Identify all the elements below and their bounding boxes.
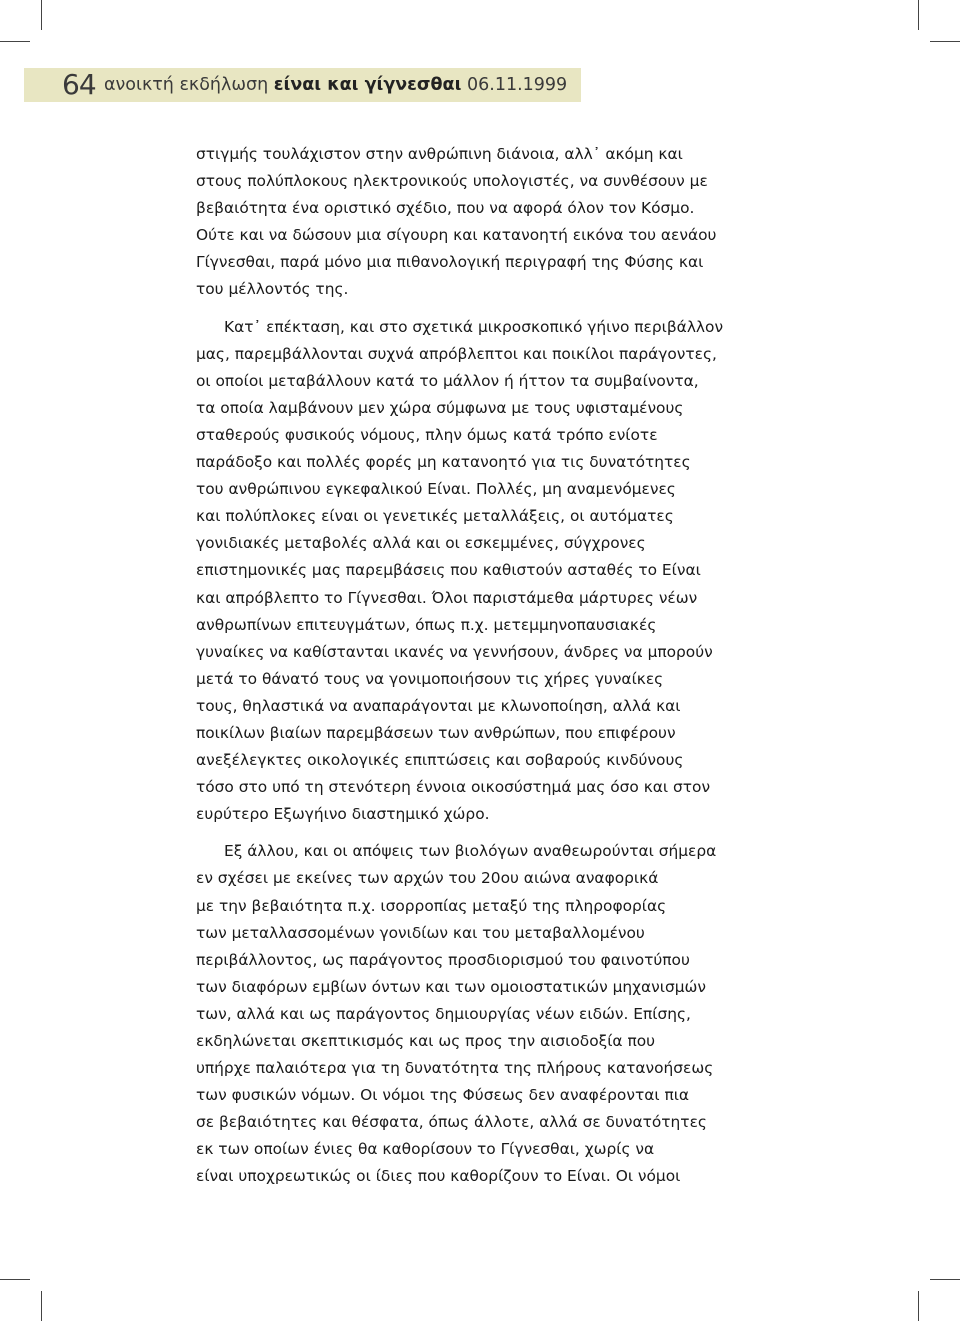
text-line: των μεταλλασσομένων γονιδίων και του μεταβαλλομένου [196,923,645,942]
text-line: του μέλλοντός της. [196,280,349,299]
text-line: τόσο στο υπό τη στενότερη έννοια οικοσύστημά μας όσο και στον [196,778,711,797]
text-line: εκδηλώνεται σκεπτικισμός και ως προς την αισιοδοξία που [196,1032,656,1050]
text-line: στους πολύπλοκους ηλεκτρονικούς υπολογιστές, να συνθέσουν με [196,172,708,191]
text-line: σταθερούς φυσικούς νόμους, πλην όμως κατά τρόπο ενίοτε [196,425,658,444]
text-line: γονιδιακές μεταβολές αλλά και οι εσκεμμένες, σύγχρονες [196,534,646,553]
text-line: των φυσικών νόμων. Οι νόμοι της Φύσεως δεν αναφέρονται πια [196,1086,690,1105]
text-line: τους, θηλαστικά να αναπαράγονται με κλωνοποίηση, αλλά και [196,696,681,715]
text-line: ανθρωπίνων επιτευγμάτων, όπως π.χ. μετεμμηνοπαυσιακές [196,615,657,634]
running-head-title: ανοικτή εκδήλωση [104,75,269,95]
text-line: με την βεβαιότητα π.χ. ισορροπίας μεταξύ της πληροφορίας [196,896,667,915]
page-number: 64 [62,68,96,101]
crop-mark-top-left-vertical [41,0,42,30]
text-line: ανεξέλεγκτες οικολογικές επιπτώσεις και σοβαρούς κινδύνους [196,751,684,770]
running-head-date: 06.11.1999 [466,75,568,95]
text-line: Κατ᾽ επέκταση, και στο σχετικά μικροσκοπικό γήινο περιβάλλον [224,317,724,336]
text-line: και πολύπλοκες είναι οι γενετικές μεταλλάξεις, οι αυτόματες [196,507,674,526]
text-line: παράδοξο και πολλές φορές μη κατανοητό για τις δυνατότητες [196,453,691,472]
paragraph-gap [196,304,796,314]
text-line: γυναίκες να καθίστανται ικανές να γεννήσουν, άνδρες να μπορούν [196,642,713,661]
paragraph-gap [196,828,796,838]
text-line: στιγμής τουλάχιστον στην ανθρώπινη διάνοια, αλλ᾽ ακόμη και [196,145,683,163]
text-line: ευρύτερο Εξωγήινο διαστημικό χώρο. [196,805,490,824]
paragraph [196,141,796,304]
text-line: του ανθρώπινου εγκεφαλικού Είναι. Πολλές, μη αναμενόμενες [196,480,676,499]
running-head-title-bold: είναι και γίγνεσθαι [273,75,462,95]
text-line: εκ των οποίων ένιες θα καθορίσουν το Γίγνεσθαι, χωρίς να [196,1140,655,1159]
paragraph [196,838,796,1190]
text-line: βεβαιότητα ένα οριστικό σχέδιο, που να αφορά όλον τον Κόσμο. [196,199,695,218]
crop-mark-bottom-right-horizontal [930,1279,960,1280]
text-line: ποικίλων βιαίων παρεμβάσεων των ανθρώπων, που επιφέρουν [196,723,676,742]
text-line: περιβάλλοντος, ως παράγοντος προσδιορισμού του φαινοτύπου [196,950,690,969]
running-head [104,68,567,102]
text-line: σε βεβαιότητες και θέσφατα, όπως άλλοτε, αλλά σε δυνατότητες [196,1113,707,1132]
text-line: Εξ άλλου, και οι απόψεις των βιολόγων αναθεωρούνται σήμερα [224,842,717,861]
crop-mark-top-right-horizontal [930,41,960,42]
paragraph [196,314,796,829]
text-line: Γίγνεσθαι, παρά μόνο μια πιθανολογική περιγραφή της Φύσης και [196,253,704,272]
text-line: επιστημονικές μας παρεμβάσεις που καθιστούν ασταθές το Είναι [196,561,701,580]
text-line: και απρόβλεπτο το Γίγνεσθαι. Όλοι παριστάμεθα μάρτυρες νέων [196,588,698,607]
text-line: μετά το θάνατό τους να γονιμοποιήσουν τις χήρες γυναίκες [196,669,664,688]
crop-mark-bottom-right-vertical [918,1291,919,1321]
text-line: Ούτε και να δώσουν μια σίγουρη και κατανοητή εικόνα του αενάου [196,226,717,245]
crop-mark-bottom-left-horizontal [0,1279,30,1280]
text-line: είναι υποχρεωτικώς οι ίδιες που καθορίζουν το Είναι. Οι νόμοι [196,1167,681,1186]
text-line: των, αλλά και ως παράγοντος δημιουργίας νέων ειδών. Επίσης, [196,1004,691,1023]
crop-mark-bottom-left-vertical [41,1291,42,1321]
text-line: οι οποίοι μεταβάλλουν κατά το μάλλον ή ήττον τα συμβαίνοντα, [196,371,699,390]
text-line: των διαφόρων εμβίων όντων και των ομοιοστατικών μηχανισμών [196,977,707,996]
crop-mark-top-left-horizontal [0,41,30,42]
text-line: υπήρχε παλαιότερα για τη δυνατότητα της πλήρους κατανοήσεως [196,1059,714,1078]
text-line: τα οποία λαμβάνουν μεν χώρα σύμφωνα με τους υφισταμένους [196,398,684,417]
text-line: εν σχέσει με εκείνες των αρχών του 20ου αιώνα αναφορικά [196,869,659,888]
text-line: μας, παρεμβάλλονται συχνά απρόβλεπτοι και ποικίλοι παράγοντες, [196,344,717,363]
crop-mark-top-right-vertical [918,0,919,30]
body-text [196,141,796,1191]
